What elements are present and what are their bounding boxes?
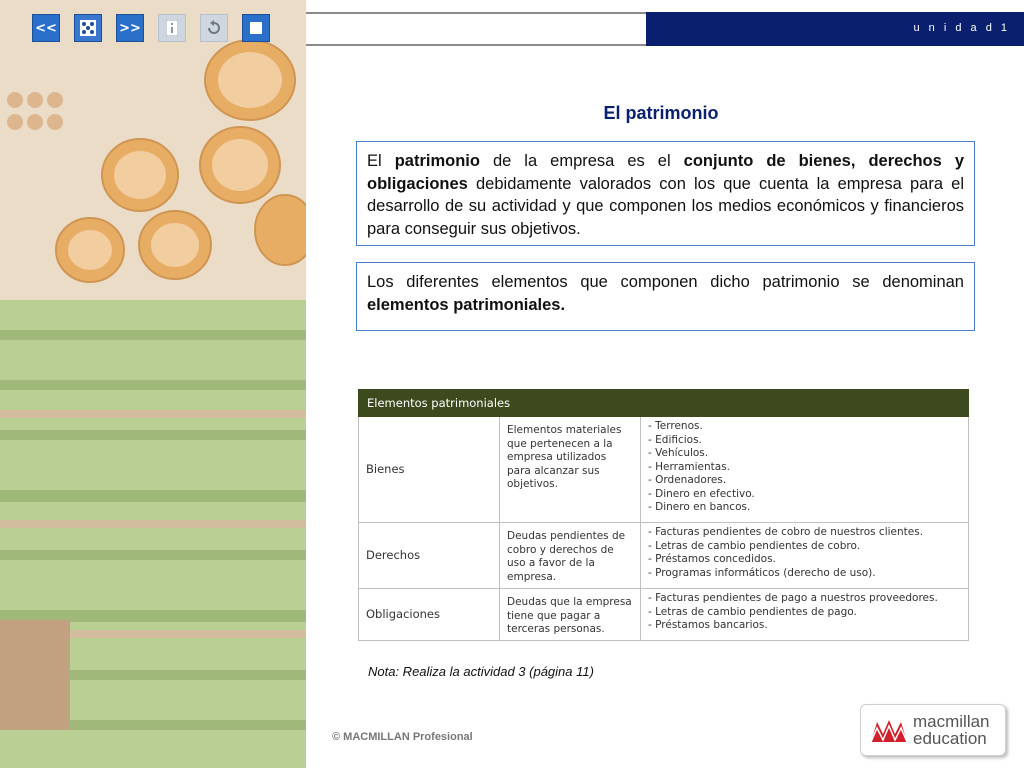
list-item: - Facturas pendientes de pago a nuestros proveedores. [648, 592, 961, 606]
undo-icon [205, 19, 223, 37]
row-items [641, 589, 969, 641]
list-item: - Préstamos concedidos. [648, 553, 961, 567]
definition-text-part: debidamente valorados con los que cuenta la empresa para el desarrollo de su actividad y que componen los medios económicos y financieros para conseguir sus objetivos. [367, 174, 964, 238]
logo-text-line: macmillan [913, 712, 990, 731]
definition-box [356, 141, 975, 246]
definition-text-part: de la empresa es el [479, 152, 684, 170]
macmillan-logo [860, 704, 1006, 756]
row-items [641, 523, 969, 589]
elements-bold-term: elementos patrimoniales. [367, 295, 566, 314]
row-name: Derechos [359, 523, 500, 589]
row-name: Bienes [359, 417, 500, 523]
table-row [359, 589, 969, 641]
construction-materials-image [0, 0, 306, 768]
table-row [359, 523, 969, 589]
info-button[interactable] [158, 14, 186, 42]
navigation-toolbar [32, 14, 270, 42]
list-item: - Programas informáticos (derecho de uso). [648, 567, 961, 581]
elements-table [358, 389, 969, 641]
list-item: - Terrenos. [648, 420, 961, 434]
header-bar [306, 12, 646, 46]
list-item: - Edificios. [648, 434, 961, 448]
list-item: - Dinero en bancos. [648, 501, 961, 515]
items-list [648, 592, 961, 633]
row-description: Elementos materiales que pertenecen a la empresa utilizados para alcanzar sus objetivos. [500, 417, 641, 523]
items-list [648, 526, 961, 580]
list-item: - Dinero en efectivo. [648, 488, 961, 502]
copyright: © MACMILLAN Profesional [332, 731, 473, 743]
page-title: El patrimonio [603, 103, 719, 123]
elements-box [356, 262, 975, 331]
grid-dots-icon [80, 20, 96, 36]
index-button[interactable] [74, 14, 102, 42]
table-row [359, 417, 969, 523]
logo-text [913, 713, 990, 747]
table-header: Elementos patrimoniales [359, 390, 969, 417]
table-header-row [359, 390, 969, 417]
next-button[interactable] [116, 14, 144, 42]
stop-button[interactable] [242, 14, 270, 42]
list-item: - Letras de cambio pendientes de pago. [648, 606, 961, 620]
row-name: Obligaciones [359, 589, 500, 641]
background-photo [0, 0, 306, 768]
list-item: - Ordenadores. [648, 474, 961, 488]
items-list [648, 420, 961, 515]
row-description: Deudas que la empresa tiene que pagar a terceras personas. [500, 589, 641, 641]
back-button[interactable] [200, 14, 228, 42]
row-items [641, 417, 969, 523]
unit-label: u n i d a d 1 [913, 22, 1010, 34]
logo-text-line: education [913, 729, 987, 748]
prev-button[interactable] [32, 14, 60, 42]
info-icon [166, 20, 178, 36]
double-right-arrow-icon: >> [119, 20, 141, 36]
unit-banner [646, 12, 1024, 46]
definition-text-part: El [367, 152, 395, 170]
definition-bold-term: patrimonio [394, 152, 480, 170]
double-left-arrow-icon: << [35, 20, 57, 36]
macmillan-mark-icon [869, 714, 909, 746]
list-item: - Vehículos. [648, 447, 961, 461]
definition-bold-term: conjunto de bienes, derechos y obligaciones [367, 152, 964, 193]
elements-text [367, 271, 964, 316]
list-item: - Herramientas. [648, 461, 961, 475]
list-item: - Préstamos bancarios. [648, 619, 961, 633]
definition-text [367, 150, 964, 240]
stop-square-icon [249, 21, 263, 35]
activity-note: Nota: Realiza la actividad 3 (página 11) [368, 664, 594, 679]
row-description: Deudas pendientes de cobro y derechos de uso a favor de la empresa. [500, 523, 641, 589]
list-item: - Letras de cambio pendientes de cobro. [648, 540, 961, 554]
list-item: - Facturas pendientes de cobro de nuestros clientes. [648, 526, 961, 540]
elements-text-part: Los diferentes elementos que componen dicho patrimonio se denominan [367, 273, 964, 291]
